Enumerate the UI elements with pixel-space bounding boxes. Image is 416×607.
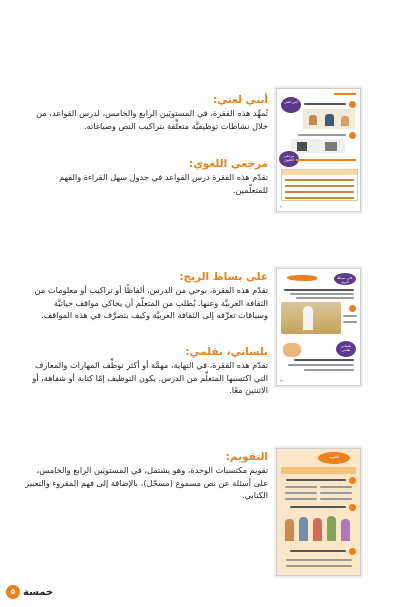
page-number: ٢١ (280, 379, 284, 383)
page-label: خمسة (23, 586, 54, 598)
grammar-table (281, 169, 358, 201)
illustration-image (291, 139, 345, 153)
section-heading: أبني لغتي: (212, 94, 268, 106)
page-footer (6, 585, 53, 599)
section-tag: أبني لغتي (281, 97, 301, 113)
section-ala-bisat-alrih (24, 271, 268, 322)
section-heading: مرجعي اللغوي: (189, 158, 268, 170)
magic-carpet-icon (287, 275, 317, 281)
page-number: ٢٠ (280, 205, 284, 209)
section-marjai-lughawi (24, 158, 268, 196)
section-text: تُمهِّد هذه الفقرة، في المستويَين الرابع والخامس، لدرس القواعد، من خلال نشاطات توظيفيَّة متعلِّقة بتراكيب النص وصياغاته. (36, 108, 268, 131)
section-text: تقدّم هذه الفقرة، بوحي من الدرس، ألفاظًا أو تراكيب أو معلومات من الثقافة العربيَّة وعنها. يُطلب من المتعلّم أن يحاكي مواقف حياتيَّة وسياقات تعرِّفه إلى الثقافة العربيَّة وكيف يتصرَّف في هذه المواقف. (34, 285, 268, 321)
illustration-image (281, 302, 341, 334)
page-thumbnail-3 (276, 448, 361, 576)
section-tag: التقويم (318, 452, 350, 464)
section-text: تقدّم هذه الفقرة، في النهاية، مهمَّة أو أكثر توظِّف المهارات والمعارف التي اكتسبها المتعلِّم من الدرس. يكون التوظيف إمّا كتابة أو شفاهة، أو الاثنتين معًا. (32, 360, 268, 396)
illustration-image (283, 343, 301, 357)
page-thumbnail-1 (276, 88, 361, 212)
section-heading: على بساط الريح: (179, 271, 268, 283)
illustration-image (303, 109, 355, 129)
section-text: تقويم مكتسبات الوحدة، وهو يشتمل، في المستويَين الرابع والخامس، على أسئلة عن نص مسموع (مسجّل)، بالإضافة إلى فهم المقروء والتعبير الكتابي. (25, 465, 268, 501)
section-abni-lughati (24, 94, 268, 132)
section-tag: على بساط الريح (334, 273, 356, 285)
section-heading: بلساني، بقلمي: (185, 346, 268, 358)
page-number-badge: ٥ (6, 585, 20, 599)
section-tag: بلساني بقلمي (336, 341, 356, 357)
section-taqwim (24, 451, 268, 502)
section-text: تقدّم هذه الفقرة درس القواعد في جدول سهل القراءة والفهم للمتعلّمين. (59, 172, 268, 195)
illustration-image (283, 513, 354, 543)
page-thumbnail-2 (276, 268, 361, 386)
section-tag: مرجعي اللغوي (279, 151, 299, 167)
section-bilisani-biqalami (24, 346, 268, 397)
section-heading: التقويم: (225, 451, 268, 463)
